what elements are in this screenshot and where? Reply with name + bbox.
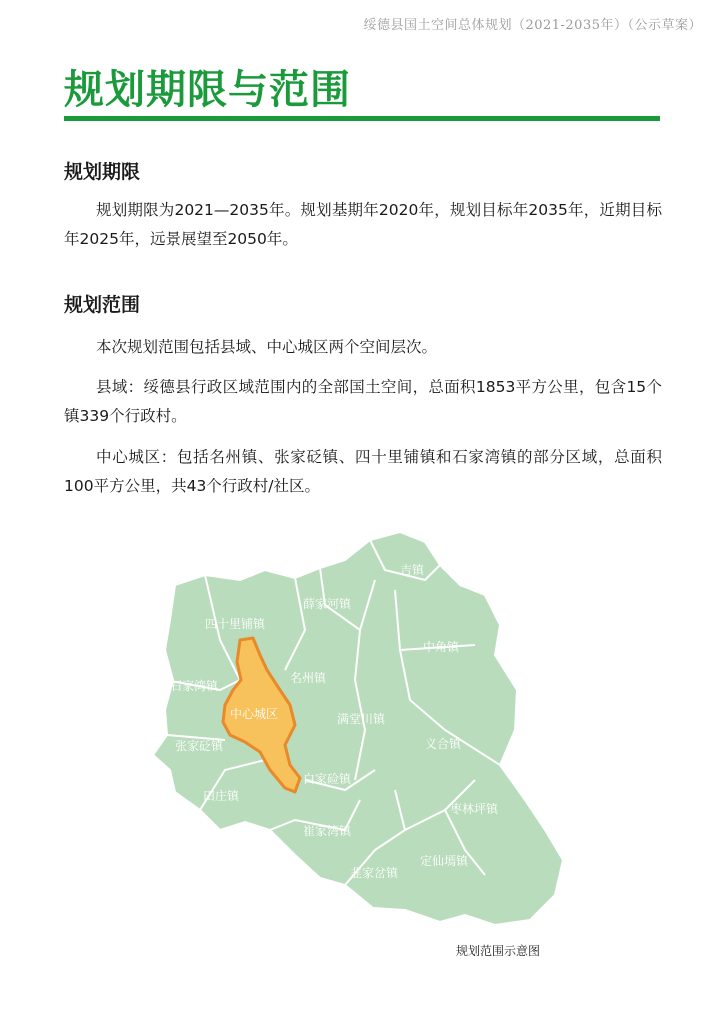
header-note: 绥德县国土空间总体规划（2021-2035年）（公示草案） <box>363 18 702 33</box>
map-label-shijiawan: 石家湾镇 <box>170 679 219 693</box>
map-label-cuijiawan: 崔家湾镇 <box>303 824 352 838</box>
map-label-zhongjiao: 中角镇 <box>423 640 460 654</box>
map-caption: 规划范围示意图 <box>456 944 541 958</box>
section-heading-period: 规划期限 <box>64 161 141 183</box>
paragraph-period: 规划期限为2021—2035年。规划基期年2020年，规划目标年2035年，近期目标年2025年，远景展望至2050年。 <box>64 201 662 248</box>
planning-scope-map <box>145 530 565 930</box>
paragraph-county: 县域：绥德县行政区域范围内的全部国土空间，总面积1853平方公里，包含15个镇339个行政村。 <box>64 378 662 425</box>
map-label-dingxianyan: 定仙墕镇 <box>420 854 469 868</box>
map-label-mingzhou: 名州镇 <box>290 671 327 685</box>
map-label-sishilipu: 四十里铺镇 <box>205 617 266 631</box>
page-title: 规划期限与范围 <box>64 67 351 113</box>
title-rule <box>64 116 660 121</box>
paragraph-scope-intro: 本次规划范围包括县域、中心城区两个空间层次。 <box>96 338 438 356</box>
map-label-zhangjiabian: 张家砭镇 <box>175 739 224 753</box>
map-label-zaolinping: 枣林坪镇 <box>450 802 499 816</box>
map-label-xuejiahe: 薛家河镇 <box>303 597 352 611</box>
section-heading-scope: 规划范围 <box>64 294 141 316</box>
map-label-mantangchuan: 满堂川镇 <box>337 712 386 726</box>
paragraph-central-city: 中心城区：包括名州镇、张家砭镇、四十里铺镇和石家湾镇的部分区域，总面积100平方公里，共43个行政村/社区。 <box>64 448 662 495</box>
map-label-yihe: 义合镇 <box>425 737 462 751</box>
map-label-tianzhuang: 田庄镇 <box>203 789 240 803</box>
map-label-baijiajian: 白家硷镇 <box>303 772 352 786</box>
map-label-jizhen: 吉镇 <box>400 563 425 577</box>
map-label-jiujiacha: 韭家岔镇 <box>350 866 399 880</box>
map-label-central-city: 中心城区 <box>230 707 279 721</box>
